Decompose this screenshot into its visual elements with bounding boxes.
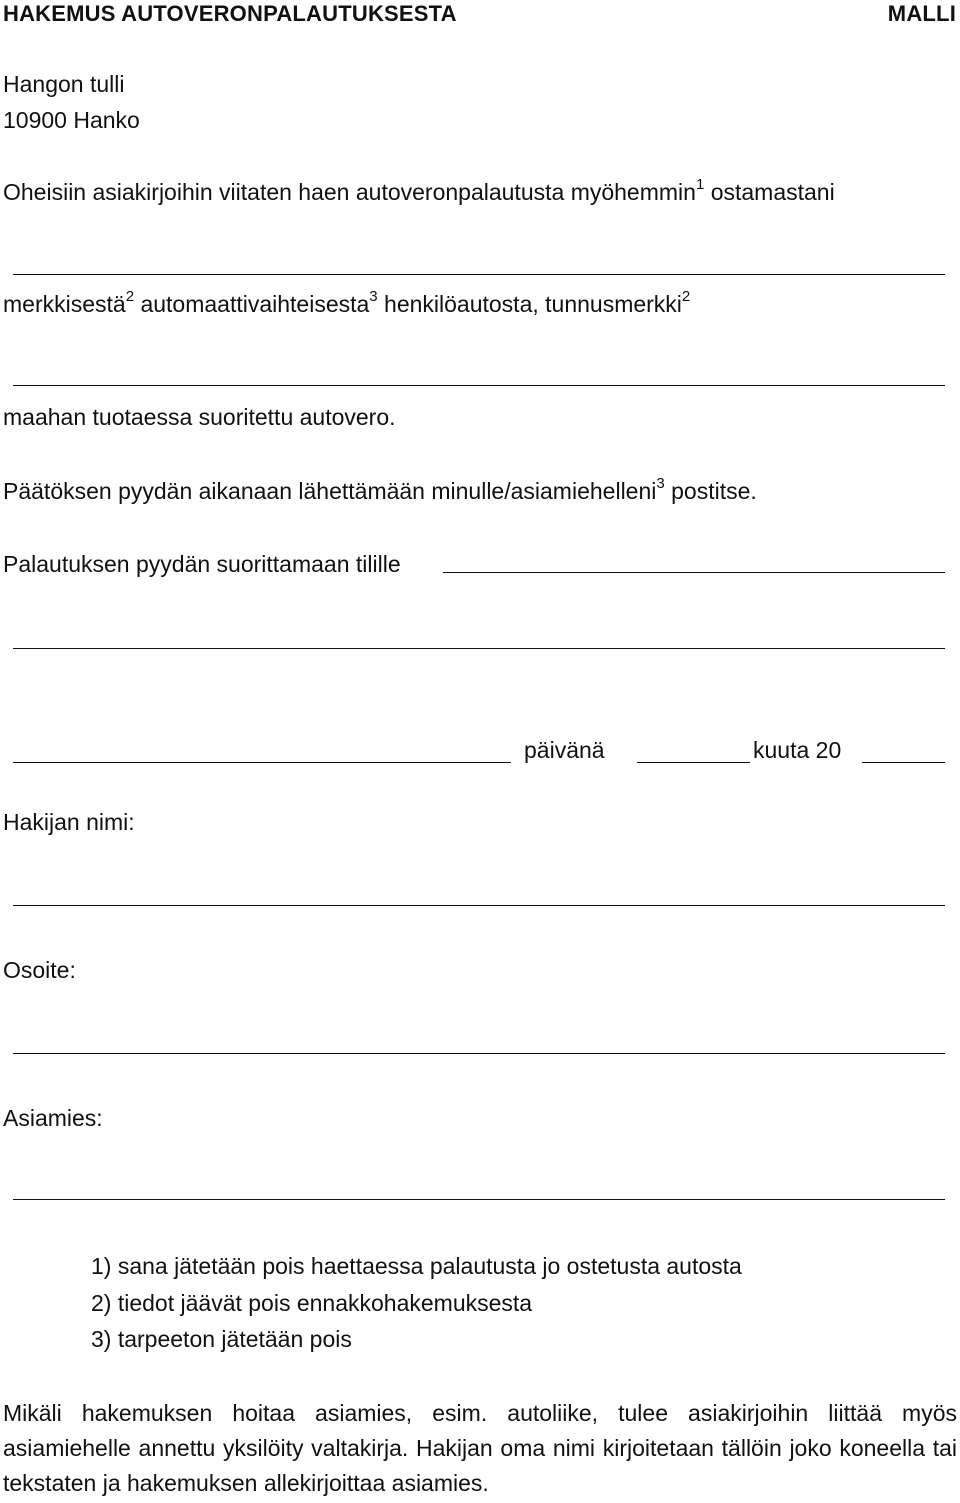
car-make-field-line[interactable] [13, 274, 945, 275]
agent-note: Mikäli hakemuksen hoitaa asiamies, esim. autoliike, tulee asiakirjoihin liittää myös asiamiehelle annettu yksilöity valtakirja. Hakijan oma nimi kirjoitetaan tällöin joko koneella tai tekstaten ja hakemuksen allekirjoittaa asiamies. [3, 1400, 957, 1496]
body-line-4-end: postitse. [671, 478, 757, 504]
month-label: kuuta 20 [753, 737, 842, 763]
footnote-ref-3a: 3 [369, 288, 378, 306]
body-line-1 [3, 178, 835, 206]
body-line-2 [3, 290, 690, 318]
day-field-line[interactable] [637, 762, 750, 763]
agent-label: Asiamies: [3, 1105, 103, 1131]
footnote-1: 1) sana jätetään pois haettaessa palautusta jo ostetusta autosta [91, 1253, 742, 1279]
address-label: Osoite: [3, 957, 76, 983]
body-line-2-b: automaattivaihteisesta [140, 291, 370, 317]
body-line-2-c: henkilöautosta, tunnusmerkki [384, 291, 682, 317]
account-field-line-2[interactable] [13, 648, 945, 649]
applicant-name-field-line[interactable] [13, 905, 945, 906]
address-field-line[interactable] [13, 1053, 945, 1054]
body-line-1-text: Oheisiin asiakirjoihin viitaten haen autoveronpalautusta myöhemmin [3, 179, 696, 205]
registration-field-line[interactable] [13, 385, 945, 386]
body-line-4-text: Päätöksen pyydän aikanaan lähettämään minulle/asiamiehelleni [3, 478, 657, 504]
body-line-1-end: ostamastani [710, 179, 835, 205]
footnote-ref-3b: 3 [656, 475, 665, 493]
day-label: päivänä [524, 737, 605, 763]
document-title: HAKEMUS AUTOVERONPALAUTUKSESTA [3, 1, 457, 26]
account-field-line[interactable] [443, 572, 945, 573]
applicant-name-label: Hakijan nimi: [3, 809, 135, 835]
recipient-name: Hangon tulli [3, 71, 125, 97]
recipient-postal: 10900 Hanko [3, 107, 140, 133]
footnote-2: 2) tiedot jäävät pois ennakkohakemuksesta [91, 1290, 533, 1316]
place-field-line[interactable] [13, 762, 511, 763]
agent-field-line[interactable] [13, 1199, 945, 1200]
footnote-3: 3) tarpeeton jätetään pois [91, 1326, 352, 1352]
body-line-5: Palautuksen pyydän suorittamaan tilille [3, 551, 401, 577]
year-field-line[interactable] [862, 762, 945, 763]
body-line-4 [3, 477, 757, 505]
body-line-3: maahan tuotaessa suoritettu autovero. [3, 404, 396, 430]
footnote-ref-2a: 2 [125, 288, 135, 306]
body-line-2-a: merkkisestä [3, 291, 126, 317]
footnote-ref-1: 1 [695, 176, 705, 194]
footnote-ref-2b: 2 [681, 288, 691, 306]
document-tag: MALLI [887, 1, 956, 26]
